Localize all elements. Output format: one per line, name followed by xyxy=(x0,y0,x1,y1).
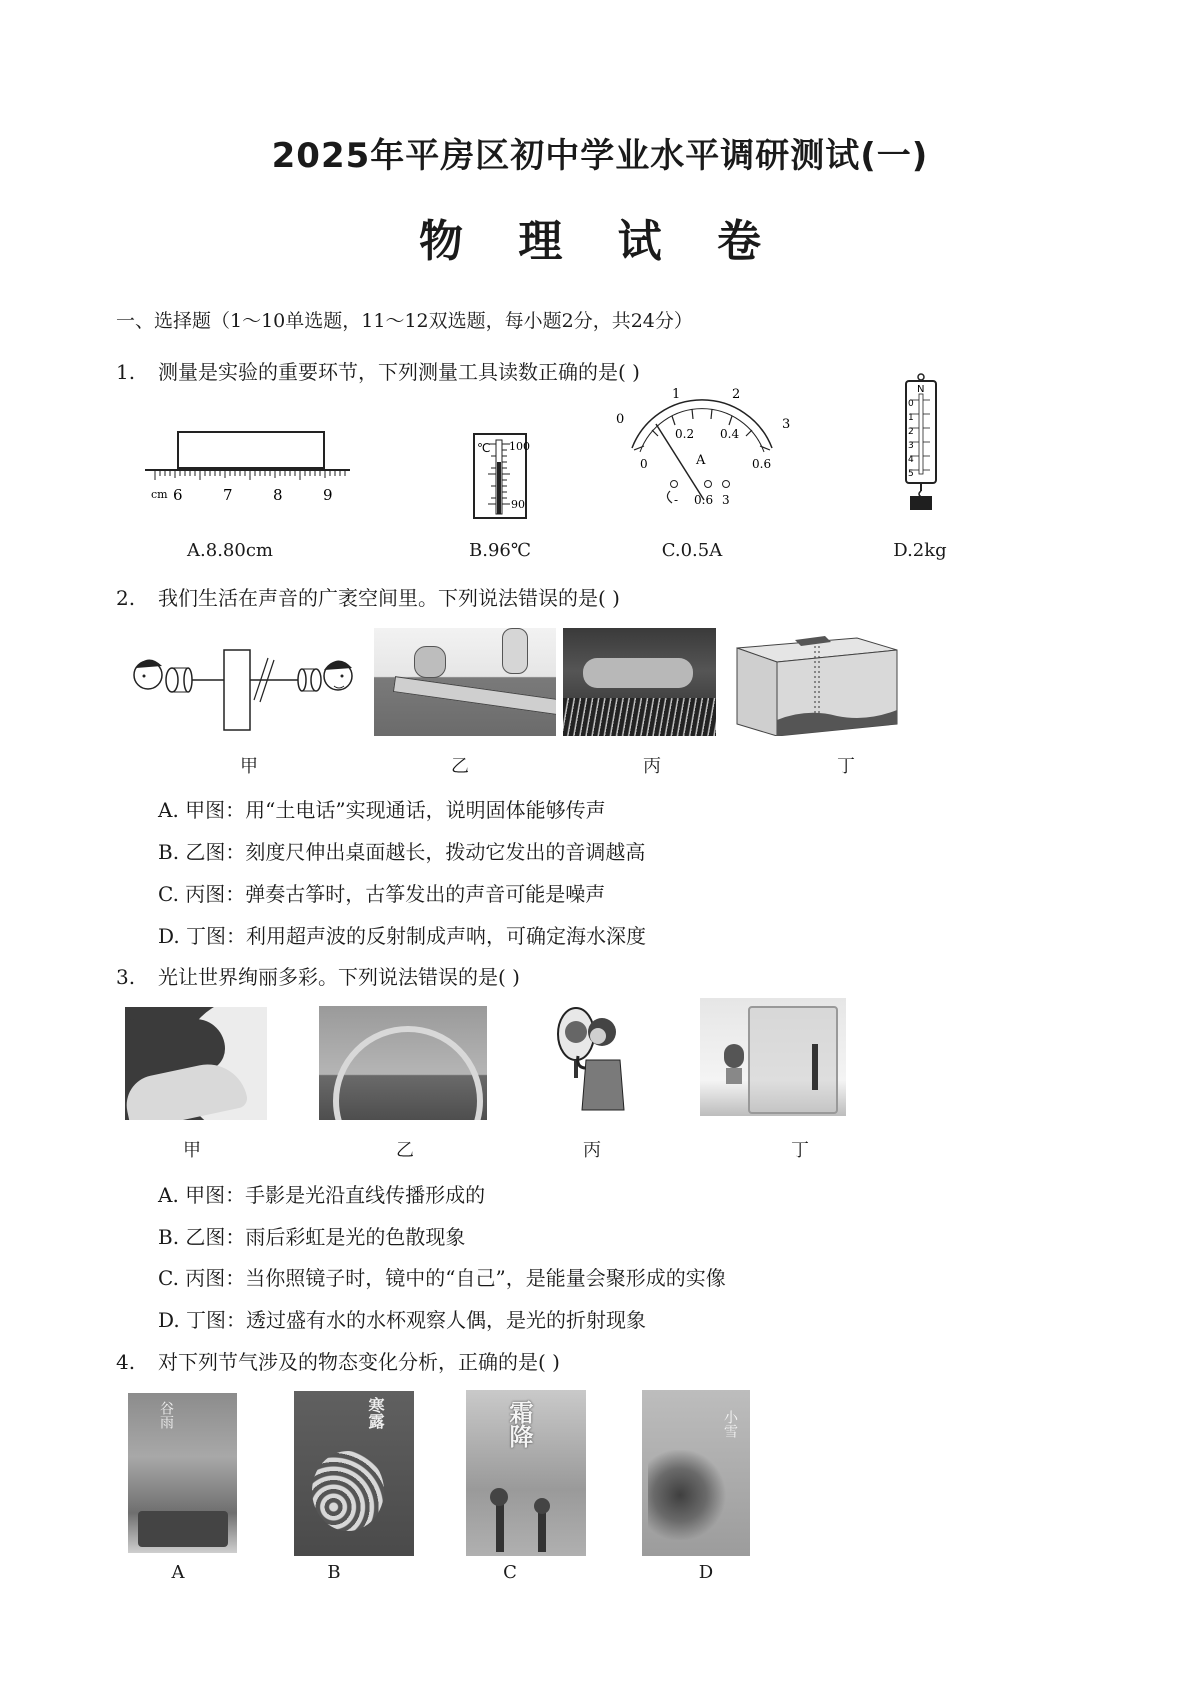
poster-title: 小雪 xyxy=(722,1410,738,1438)
q2-caption-bing: 丙 xyxy=(643,756,661,777)
q3-caption-bing: 丙 xyxy=(583,1140,601,1161)
ammeter-figure xyxy=(612,388,792,508)
q2-option-c: C. 丙图：弹奏古筝时，古筝发出的声音可能是噪声 xyxy=(158,882,606,906)
q2-caption-jia: 甲 xyxy=(240,756,258,777)
rainbow-photo xyxy=(319,1006,487,1120)
q3-option-a: A. 甲图：手影是光沿直线传播形成的 xyxy=(158,1183,486,1207)
ammeter-lower-label: 0.2 xyxy=(675,427,695,441)
q2-option-b: B. 乙图：刻度尺伸出桌面越长，拨动它发出的音调越高 xyxy=(158,840,646,864)
spring-scale-tick-label: 2 xyxy=(908,427,914,437)
poster-title: 谷雨 xyxy=(158,1401,174,1429)
q1-caption-a: A.8.80cm xyxy=(187,540,273,561)
ammeter-upper-label: 3 xyxy=(782,417,791,432)
poster-hanlu xyxy=(294,1391,414,1556)
ammeter-upper-label: 2 xyxy=(732,388,741,402)
ammeter-upper-label: 0 xyxy=(616,412,625,427)
guzheng-photo xyxy=(563,628,716,736)
q3-caption-ding: 丁 xyxy=(791,1140,809,1161)
section-heading: 一、选择题（1～10单选题，11～12双选题，每小题2分，共24分） xyxy=(116,310,693,332)
question-3-stem xyxy=(116,961,520,990)
thermometer-figure xyxy=(472,432,532,522)
ruler-unit: cm xyxy=(151,488,168,501)
water-glass-photo xyxy=(700,998,846,1116)
spring-scale-tick-label: 4 xyxy=(908,455,914,465)
spring-scale-tick-label: 3 xyxy=(908,441,914,451)
question-number: 3. xyxy=(116,965,136,989)
q2-option-d: D. 丁图：利用超声波的反射制成声呐，可确定海水深度 xyxy=(158,924,647,948)
q3-caption-yi: 乙 xyxy=(396,1140,414,1161)
q4-caption-a: A xyxy=(171,1562,185,1583)
thermometer-tick-label: 100 xyxy=(509,440,530,453)
ruler-tick-label: 8 xyxy=(273,486,283,504)
question-number: 4. xyxy=(116,1350,136,1374)
q4-caption-d: D xyxy=(698,1562,714,1583)
ruler-tick-label: 7 xyxy=(223,486,233,504)
spring-scale-unit: N xyxy=(917,384,925,395)
ammeter-upper-label: 1 xyxy=(672,388,681,402)
question-text: 测量是实验的重要环节，下列测量工具读数正确的是( ) xyxy=(158,360,640,384)
q3-option-c: C. 丙图：当你照镜子时，镜中的“自己”，是能量会聚形成的实像 xyxy=(158,1266,726,1290)
mirror-figure xyxy=(552,1002,632,1112)
thermometer-tick-label: 90 xyxy=(511,498,525,511)
q1-caption-d: D.2kg xyxy=(893,540,947,561)
question-2-stem xyxy=(116,582,620,611)
spring-scale-tick-label: 5 xyxy=(908,469,914,479)
ruler-tick-label: 6 xyxy=(173,486,183,504)
spring-scale-tick-label: 1 xyxy=(908,413,914,423)
ruler-desk-photo xyxy=(374,628,556,736)
ammeter-terminal-label: 0.6 xyxy=(694,493,714,507)
thermometer-unit: ℃ xyxy=(477,441,491,455)
ammeter-lower-label: 0 xyxy=(640,457,648,471)
q4-caption-b: B xyxy=(327,1562,341,1583)
sonar-figure xyxy=(727,628,903,736)
question-number: 1. xyxy=(116,360,136,384)
question-text: 我们生活在声音的广袤空间里。下列说法错误的是( ) xyxy=(158,586,620,610)
string-telephone-figure xyxy=(128,640,363,735)
ammeter-terminal-label: - xyxy=(674,493,679,507)
poster-guyu xyxy=(128,1393,237,1553)
ruler-tick-label: 9 xyxy=(323,486,333,504)
question-4-stem xyxy=(116,1346,560,1375)
poster-shuangjiang xyxy=(466,1390,586,1556)
ammeter-lower-label: 0.6 xyxy=(752,457,772,471)
spring-scale-tick-label: 0 xyxy=(908,399,914,409)
q3-option-d: D. 丁图：透过盛有水的水杯观察人偶，是光的折射现象 xyxy=(158,1308,647,1332)
q1-caption-c: C.0.5A xyxy=(661,540,723,561)
spring-scale-figure xyxy=(896,372,946,512)
poster-title: 寒露 xyxy=(366,1397,385,1429)
q3-caption-jia: 甲 xyxy=(183,1140,201,1161)
ammeter-lower-label: 0.4 xyxy=(720,427,740,441)
q1-caption-b: B.96℃ xyxy=(469,540,531,561)
ammeter-unit: A xyxy=(696,453,706,468)
ammeter-terminal-label: 3 xyxy=(722,493,730,507)
exam-subtitle: 物 理 试 卷 xyxy=(419,216,781,267)
poster-xiaoxue xyxy=(642,1390,750,1556)
poster-title: 霜降 xyxy=(505,1400,533,1448)
question-text: 光让世界绚丽多彩。下列说法错误的是( ) xyxy=(158,965,520,989)
q2-option-a: A. 甲图：用“土电话”实现通话，说明固体能够传声 xyxy=(158,798,606,822)
hand-shadow-photo xyxy=(125,1007,267,1120)
exam-title: 2025年平房区初中学业水平调研测试(一) xyxy=(271,136,929,176)
q4-caption-c: C xyxy=(503,1562,517,1583)
q2-caption-ding: 丁 xyxy=(837,756,855,777)
q2-caption-yi: 乙 xyxy=(451,756,469,777)
q3-option-b: B. 乙图：雨后彩虹是光的色散现象 xyxy=(158,1225,466,1249)
ruler-figure xyxy=(145,430,355,510)
question-number: 2. xyxy=(116,586,136,610)
question-1-stem xyxy=(116,356,640,385)
question-text: 对下列节气涉及的物态变化分析，正确的是( ) xyxy=(158,1350,560,1374)
